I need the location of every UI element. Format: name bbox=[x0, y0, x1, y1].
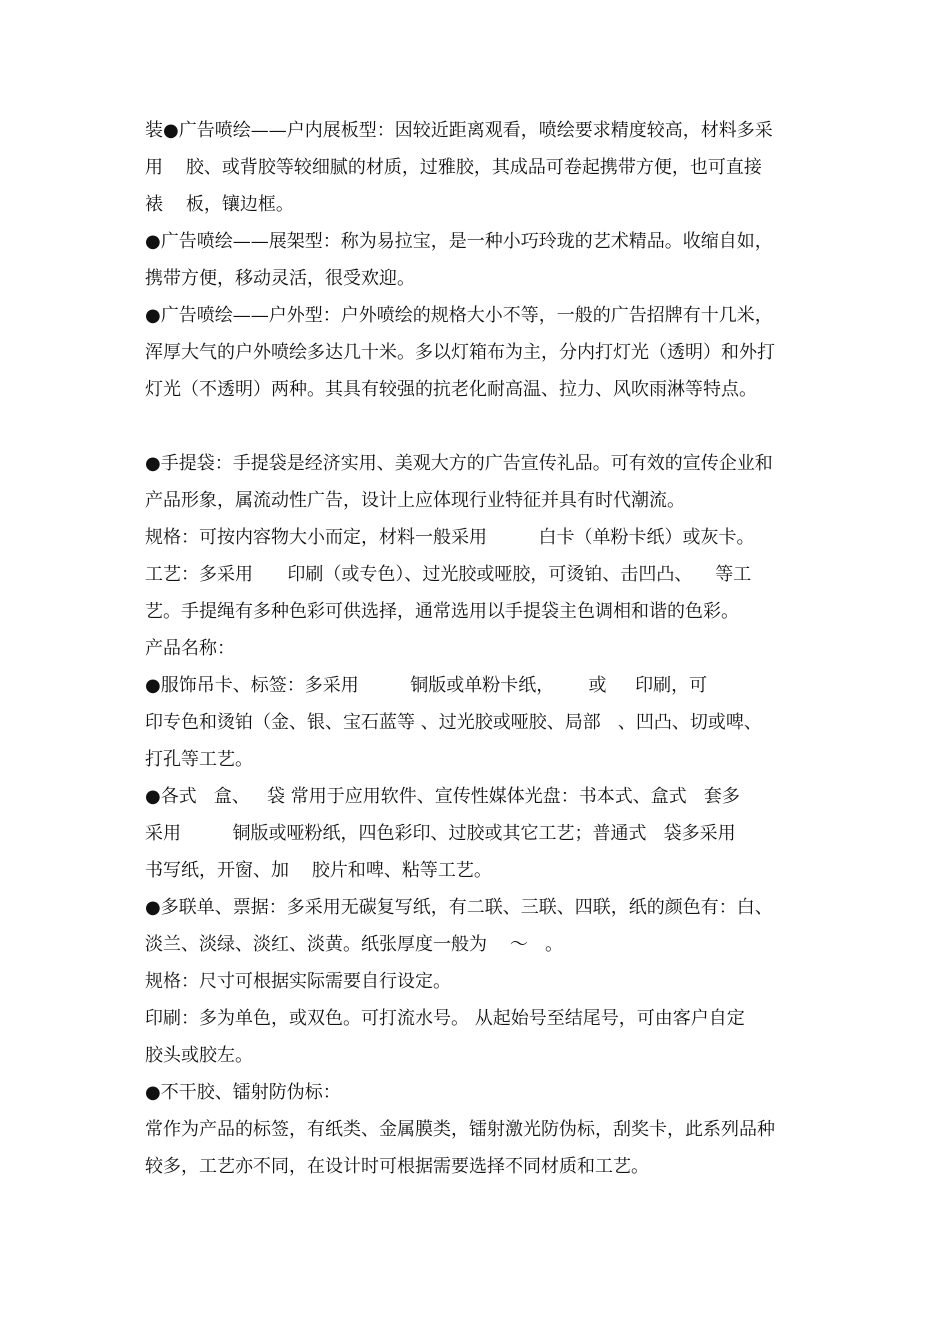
text-line: 印专色和烫铂（金、银、宝石蓝等 、过光胶或哑胶、局部 、凹凸、切或啤、 bbox=[145, 712, 762, 733]
text-line: 打孔等工艺。 bbox=[145, 749, 253, 770]
text-line: ●不干胶、镭射防伪标： bbox=[145, 1082, 341, 1103]
text-line: 产品名称： bbox=[145, 638, 235, 659]
text-line: 较多，工艺亦不同，在设计时可根据需要选择不同材质和工艺。 bbox=[145, 1156, 649, 1177]
text-line: ●广告喷绘——展架型：称为易拉宝，是一种小巧玲珑的艺术精品。收缩自如， bbox=[145, 231, 773, 252]
text-line: ●服饰吊卡、标签：多采用 铜版或单粉卡纸， 或 印刷，可 bbox=[145, 675, 708, 696]
text-line: 装●广告喷绘——户内展板型：因较近距离观看，喷绘要求精度较高，材料多采 bbox=[145, 120, 773, 141]
text-line: ●手提袋：手提袋是经济实用、美观大方的广告宣传礼品。可有效的宣传企业和 bbox=[145, 453, 773, 474]
text-line: 产品形象，属流动性广告，设计上应体现行业特征并具有时代潮流。 bbox=[145, 490, 685, 511]
text-line: 胶头或胶左。 bbox=[145, 1045, 253, 1066]
text-line: 印刷：多为单色，或双色。可打流水号。 从起始号至结尾号，可由客户自定 bbox=[145, 1008, 745, 1029]
text-line: 裱 板，镶边框。 bbox=[145, 194, 294, 215]
text-line: ●各式 盒、 袋 常用于应用软件、宣传性媒体光盘：书本式、盒式 套多 bbox=[145, 786, 740, 807]
text-line: 用 胶、或背胶等较细腻的材质，过雅胶，其成品可卷起携带方便，也可直接 bbox=[145, 157, 762, 178]
text-line: 艺。手提绳有多种色彩可供选择，通常选用以手提袋主色调相和谐的色彩。 bbox=[145, 601, 739, 622]
text-line: 灯光（不透明）两种。其具有较强的抗老化耐高温、拉力、风吹雨淋等特点。 bbox=[145, 379, 757, 400]
text-line: 规格：可按内容物大小而定，材料一般采用 白卡（单粉卡纸）或灰卡。 bbox=[145, 527, 755, 548]
text-line: 常作为产品的标签，有纸类、金属膜类，镭射激光防伪标，刮奖卡，此系列品种 bbox=[145, 1119, 775, 1140]
text-line: ●多联单、票据：多采用无碳复写纸，有二联、三联、四联，纸的颜色有：白、 bbox=[145, 897, 773, 918]
text-line: 工艺：多采用 印刷（或专色）、过光胶或哑胶，可烫铂、击凹凸、 等工 bbox=[145, 564, 752, 585]
text-line: 采用 铜版或哑粉纸，四色彩印、过胶或其它工艺；普通式 袋多采用 bbox=[145, 823, 736, 844]
text-line: 淡兰、淡绿、淡红、淡黄。纸张厚度一般为 ～ 。 bbox=[145, 934, 564, 955]
blank-line bbox=[145, 408, 810, 445]
document-body bbox=[145, 112, 810, 1185]
text-line: 携带方便，移动灵活，很受欢迎。 bbox=[145, 268, 415, 289]
text-line: 规格：尺寸可根据实际需要自行设定。 bbox=[145, 971, 451, 992]
text-line: 浑厚大气的户外喷绘多达几十米。多以灯箱布为主，分内打灯光（透明）和外打 bbox=[145, 342, 775, 363]
text-line: ●广告喷绘——户外型：户外喷绘的规格大小不等，一般的广告招牌有十几米， bbox=[145, 305, 773, 326]
text-line: 书写纸，开窗、加 胶片和啤、粘等工艺。 bbox=[145, 860, 492, 881]
